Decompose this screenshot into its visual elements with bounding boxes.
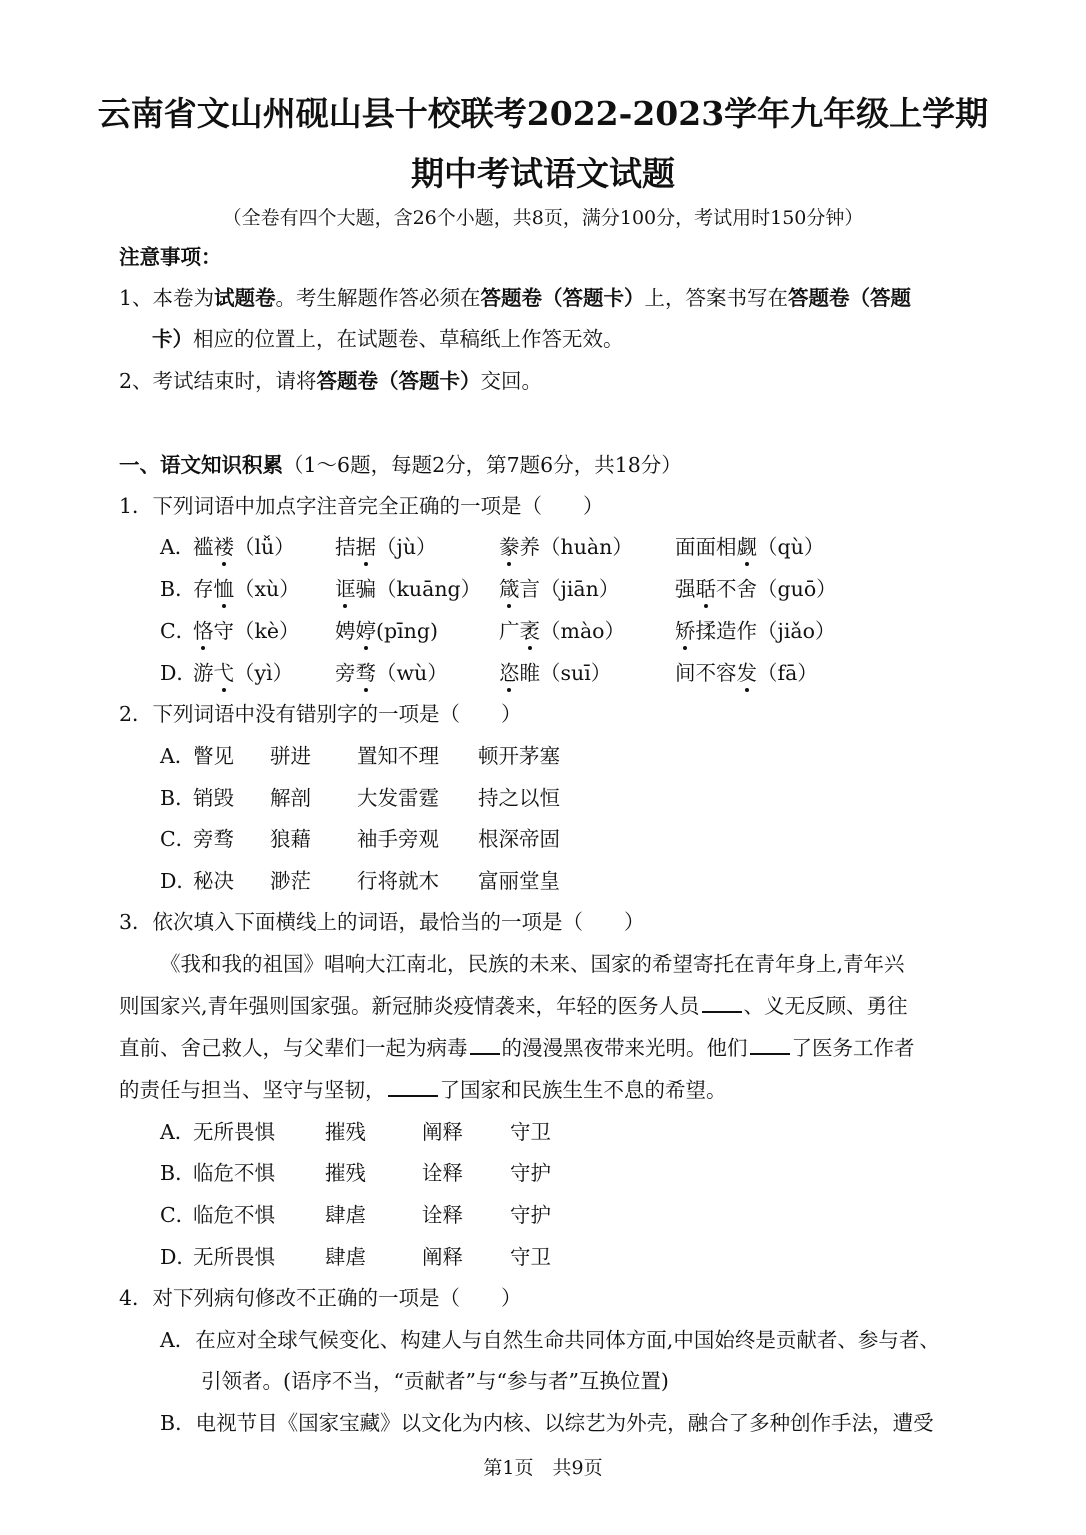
dotted-character: 聒 — [696, 572, 717, 602]
option-item: 箴言（jiān） — [499, 572, 619, 602]
exam-title-line2: 期中考试语文试题 — [411, 154, 675, 193]
option-item: 行将就木 — [357, 869, 439, 893]
question-3-passage-line1: 《我和我的祖国》唱响大江南北，民族的未来、国家的希望寄托在青年身上,青年兴 — [160, 952, 905, 976]
option-item: 阐释 — [422, 1120, 463, 1144]
dotted-character: 恪 — [193, 614, 214, 644]
dotted-character: 豢 — [499, 530, 520, 560]
option-item: 娉婷(pīng) — [335, 614, 438, 644]
dotted-character: 据 — [356, 530, 377, 560]
option-item: 大发雷霆 — [357, 786, 439, 810]
dotted-character: 诓 — [335, 572, 356, 602]
option-item: 间不容发（fā） — [675, 656, 818, 686]
question-3-passage-line2: 则国家兴,青年强则国家强。新冠肺炎疫情袭来，年轻的医务人员 、义无反顾、勇往 — [119, 989, 908, 1019]
fill-blank-2 — [470, 1033, 500, 1055]
option-item: 无所畏惧 — [193, 1245, 275, 1269]
option-item: 阐释 — [422, 1245, 463, 1269]
option-item: 诠释 — [422, 1203, 463, 1227]
fill-blank-1 — [702, 991, 742, 1013]
option-item: 存恤（xù） — [193, 572, 300, 602]
option-label: B． — [160, 786, 196, 810]
question-3-passage-line4: 的责任与担当、坚守与坚韧， 了国家和民族生生不息的希望。 — [119, 1073, 727, 1103]
option-item: 持之以恒 — [478, 786, 560, 810]
option-item: 临危不惧 — [193, 1203, 275, 1227]
dotted-character: 弋 — [214, 656, 235, 686]
exam-title-line1: 云南省文山州砚山县十校联考2022-2023学年九年级上学期 — [97, 94, 989, 133]
dotted-character: 觑 — [737, 530, 758, 560]
fill-blank-4 — [388, 1075, 438, 1097]
option-item: 守卫 — [510, 1120, 551, 1144]
option-item: 旁骛（wù） — [335, 656, 448, 686]
option-item: 摧残 — [325, 1120, 366, 1144]
option-item: 强聒不舍（guō） — [675, 572, 837, 602]
question-4-option-a-line2: 引领者。(语序不当，“贡献者”与“参与者”互换位置) — [201, 1369, 669, 1393]
option-item: 矫揉造作（jiǎo） — [675, 614, 835, 644]
option-item: 秘决 — [193, 869, 234, 893]
option-item: 富丽堂皇 — [478, 869, 560, 893]
option-label: D． — [160, 661, 197, 685]
option-item: 临危不惧 — [193, 1161, 275, 1185]
dotted-character: 箴 — [499, 572, 520, 602]
dotted-character: 袤 — [520, 614, 541, 644]
option-item: 褴褛（lǚ） — [193, 530, 295, 560]
option-item: 置知不理 — [357, 744, 439, 768]
question-1-stem: 1．下列词语中加点字注音完全正确的一项是（ ） — [119, 494, 604, 518]
option-label: D． — [160, 869, 197, 893]
option-label: D． — [160, 1245, 197, 1269]
question-4-stem: 4．对下列病句修改不正确的一项是（ ） — [119, 1286, 522, 1310]
option-item: 游弋（yì） — [193, 656, 293, 686]
option-label: B． — [160, 1161, 196, 1185]
question-2-stem: 2．下列词语中没有错别字的一项是（ ） — [119, 702, 522, 726]
option-item: 狼藉 — [270, 827, 311, 851]
option-item: 骈进 — [270, 744, 311, 768]
option-label: A． — [160, 1120, 196, 1144]
option-item: 瞥见 — [193, 744, 234, 768]
notice-heading: 注意事项： — [119, 245, 222, 269]
fill-blank-3 — [750, 1033, 790, 1055]
dotted-character: 发 — [737, 656, 758, 686]
exam-subtitle: （全卷有四个大题，含26个小题，共8页，满分100分，考试用时150分钟） — [222, 207, 864, 229]
option-item: 守护 — [510, 1203, 551, 1227]
dotted-character: 恤 — [214, 572, 235, 602]
option-label: B． — [160, 577, 196, 601]
option-item: 渺茫 — [270, 869, 311, 893]
option-item: 销毁 — [193, 786, 234, 810]
option-label: C． — [160, 1203, 197, 1227]
option-item: 解剖 — [270, 786, 311, 810]
option-item: 守护 — [510, 1161, 551, 1185]
notice-item-1-line2: 卡）相应的位置上，在试题卷、草稿纸上作答无效。 — [152, 327, 624, 351]
option-label: A． — [160, 535, 196, 559]
dotted-character: 恣 — [499, 656, 520, 686]
dotted-character: 婷 — [356, 614, 377, 644]
option-item: 摧残 — [325, 1161, 366, 1185]
option-item: 恣睢（suī） — [499, 656, 611, 686]
option-label: C． — [160, 619, 197, 643]
option-item: 肆虐 — [325, 1203, 366, 1227]
dotted-character: 矫 — [675, 614, 696, 644]
option-item: 广袤（mào） — [499, 614, 625, 644]
dotted-character: 骛 — [356, 656, 377, 686]
question-4-option-b-line1: B．电视节目《国家宝藏》以文化为内核、以综艺为外壳，融合了多种创作手法，遭受 — [160, 1411, 934, 1435]
option-item: 豢养（huàn） — [499, 530, 633, 560]
question-3-stem: 3．依次填入下面横线上的词语，最恰当的一项是（ ） — [119, 910, 645, 934]
option-item: 袖手旁观 — [357, 827, 439, 851]
question-4-option-a-line1: A．在应对全球气候变化、构建人与自然生命共同体方面,中国始终是贡献者、参与者、 — [160, 1328, 940, 1352]
option-label: C． — [160, 827, 197, 851]
option-item: 诠释 — [422, 1161, 463, 1185]
option-label: A． — [160, 744, 196, 768]
dotted-character: 褛 — [214, 530, 235, 560]
option-item: 恪守（kè） — [193, 614, 300, 644]
option-item: 面面相觑（qù） — [675, 530, 824, 560]
option-item: 诓骗（kuāng） — [335, 572, 481, 602]
option-item: 旁骛 — [193, 827, 234, 851]
notice-item-2: 2、考试结束时，请将答题卷（答题卡）交回。 — [119, 369, 543, 393]
option-item: 根深帝固 — [478, 827, 560, 851]
option-item: 守卫 — [510, 1245, 551, 1269]
page-number: 第1页 共9页 — [483, 1457, 603, 1479]
question-3-passage-line3: 直前、舍己救人，与父辈们一起为病毒 的漫漫黑夜带来光明。他们 了医务工作者 — [119, 1031, 915, 1061]
option-item: 肆虐 — [325, 1245, 366, 1269]
option-item: 顿开茅塞 — [478, 744, 560, 768]
option-item: 拮据（jù） — [335, 530, 437, 560]
section-1-heading: 一、语文知识积累（1～6题，每题2分，第7题6分，共18分） — [119, 453, 682, 477]
option-item: 无所畏惧 — [193, 1120, 275, 1144]
notice-item-1-line1: 1、本卷为试题卷。考生解题作答必须在答题卷（答题卡）上，答案书写在答题卷（答题 — [119, 286, 912, 310]
